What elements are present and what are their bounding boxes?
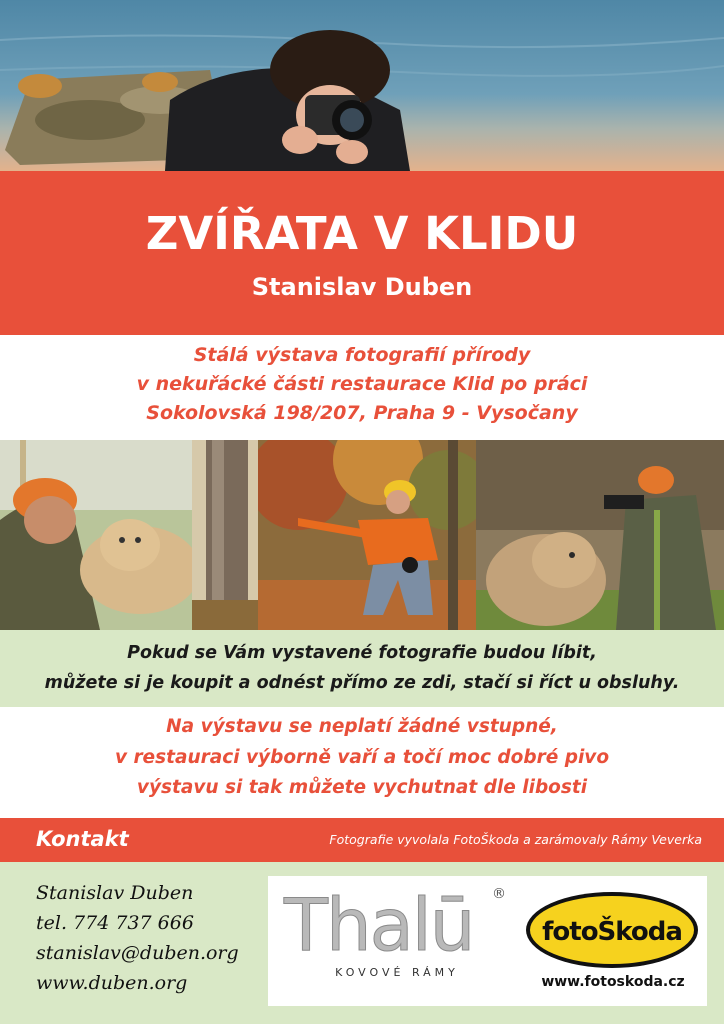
contact-label: Kontakt (36, 827, 129, 851)
fotoskoda-url[interactable]: www.fotoskoda.cz (541, 974, 685, 990)
svg-text:Thalū: Thalū (284, 883, 474, 960)
additional-info (0, 707, 724, 818)
purchase-line: Pokud se Vám vystavené fotografie budou líbit, (127, 643, 597, 663)
author-name: Stanislav Duben (251, 273, 473, 301)
svg-text:fotoŠkoda: fotoŠkoda (542, 917, 682, 947)
photo-strip (0, 440, 724, 630)
contact-website[interactable]: www.duben.org (36, 972, 188, 994)
svg-text:®: ® (492, 886, 506, 902)
note-line: v restauraci výborně vaří a točí moc dobré pivo (114, 747, 610, 768)
note-line: Na výstavu se neplatí žádné vstupné, (166, 716, 558, 737)
sponsor-logos (268, 876, 707, 1006)
fotoskoda-logo (524, 890, 700, 970)
title-band (0, 171, 724, 335)
purchase-info (0, 630, 724, 707)
info-line: v nekuřácké části restaurace Klid po práci (136, 373, 588, 395)
page-title: ZVÍŘATA V KLIDU (145, 207, 579, 260)
thalu-tagline: KOVOVÉ RÁMY (335, 966, 459, 979)
photo-tree-trunk (192, 440, 258, 630)
info-line: Sokolovská 198/207, Praha 9 - Vysočany (146, 402, 578, 424)
exhibition-info (0, 335, 724, 440)
contact-section (0, 862, 724, 1024)
thalu-logo (280, 880, 510, 960)
purchase-line: můžete si je koupit a odnést přímo ze zdi, stačí si říct u obsluhy. (44, 673, 680, 693)
contact-name: Stanislav Duben (36, 882, 194, 904)
credits-text: Fotografie vyvolala FotoŠkoda a zarámovaly Rámy Veverka (329, 832, 702, 847)
contact-phone: tel. 774 737 666 (36, 912, 194, 934)
photo-lion-cub-man (0, 440, 192, 630)
photo-lion-photographer (476, 440, 724, 630)
note-line: výstavu si tak můžete vychutnat dle libosti (136, 777, 588, 798)
photo-autumn-forest (258, 440, 476, 630)
info-line: Stálá výstava fotografií přírody (193, 344, 531, 366)
contact-header (0, 818, 724, 862)
top-photo (0, 0, 724, 171)
photographer-photo (0, 0, 724, 171)
contact-email[interactable]: stanislav@duben.org (36, 942, 239, 964)
